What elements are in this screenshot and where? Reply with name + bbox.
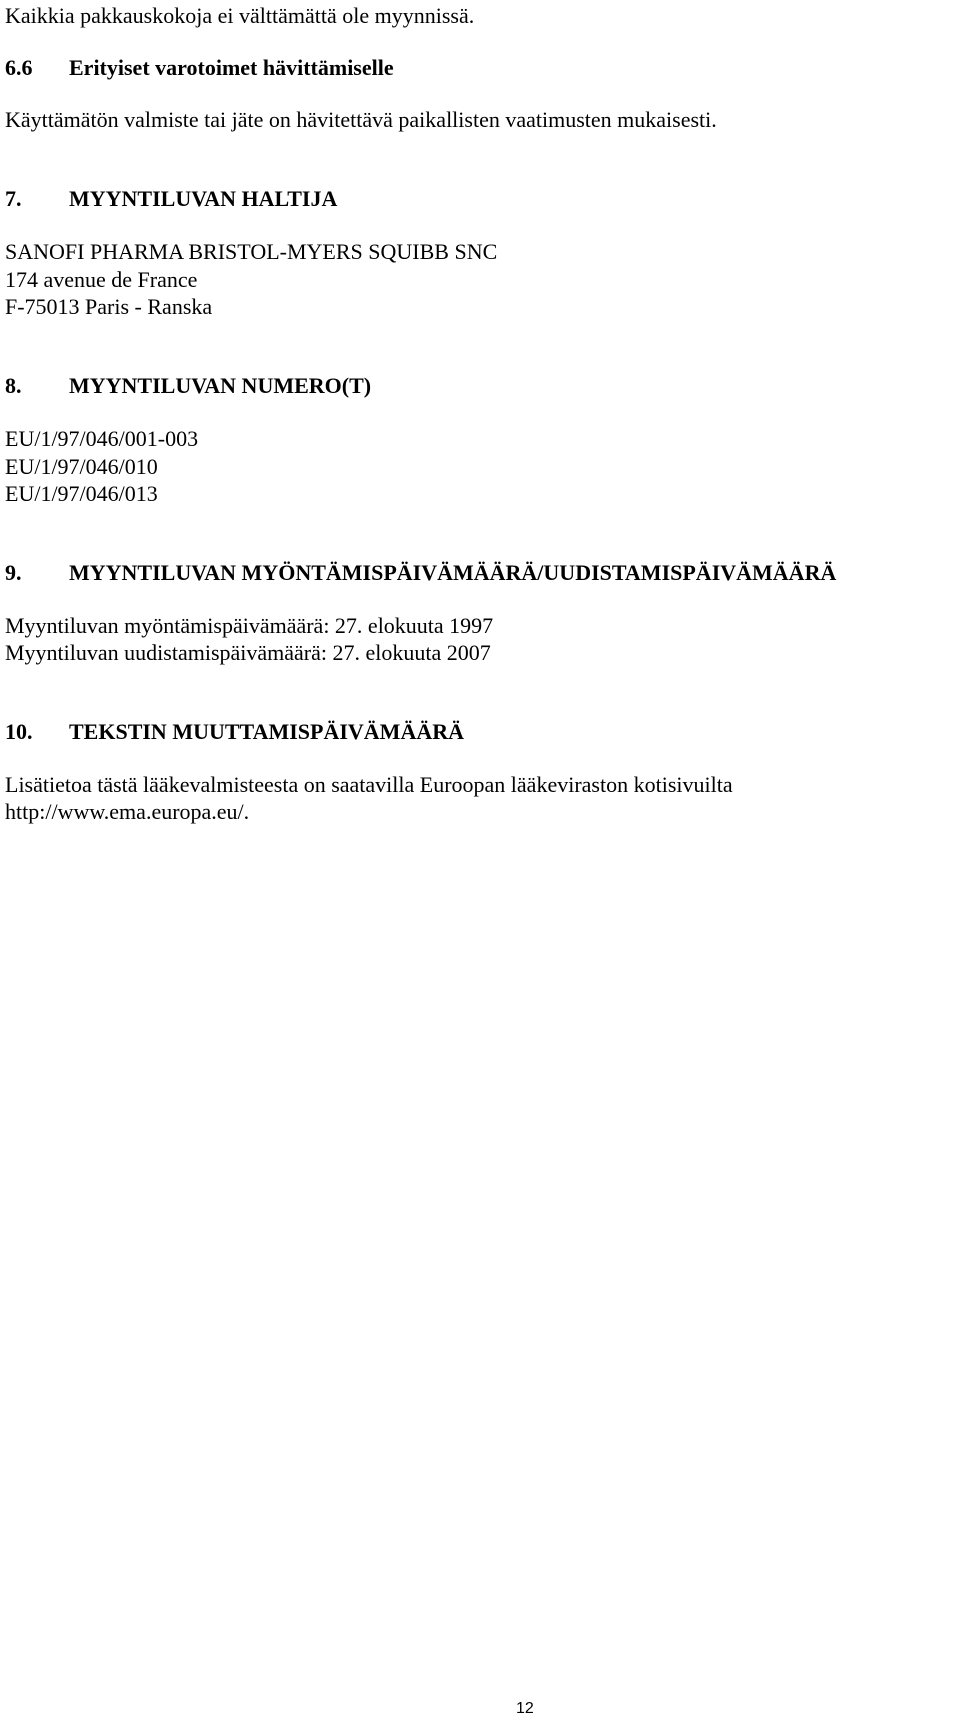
renewal-date: Myyntiluvan uudistamispäivämäärä: 27. elokuuta 2007 xyxy=(5,640,491,665)
section-title: MYYNTILUVAN MYÖNTÄMISPÄIVÄMÄÄRÄ/UUDISTAMISPÄIVÄMÄÄRÄ xyxy=(69,560,837,585)
section-number: 9. xyxy=(5,560,22,585)
section-heading-6-6 xyxy=(5,54,394,82)
section-heading-9 xyxy=(5,559,836,587)
authorisation-number: EU/1/97/046/010 xyxy=(5,454,158,479)
section-number: 10. xyxy=(5,719,33,744)
more-info-text: Lisätietoa tästä lääkevalmisteesta on saatavilla Euroopan lääkeviraston kotisivuilta xyxy=(5,772,733,797)
section-number: 6.6 xyxy=(5,55,33,80)
section-title: MYYNTILUVAN HALTIJA xyxy=(69,186,338,211)
disposal-text: Käyttämätön valmiste tai jäte on hävitettävä paikallisten vaatimusten mukaisesti. xyxy=(5,107,717,132)
holder-city: F-75013 Paris - Ranska xyxy=(5,294,213,319)
first-authorisation-date: Myyntiluvan myöntämispäivämäärä: 27. elokuuta 1997 xyxy=(5,613,494,638)
pack-size-note: Kaikkia pakkauskokoja ei välttämättä ole myynnissä. xyxy=(5,3,475,28)
ema-website-link[interactable]: http://www.ema.europa.eu/. xyxy=(5,799,250,824)
section-heading-7 xyxy=(5,185,337,213)
page-number: 12 xyxy=(516,1700,534,1717)
holder-name: SANOFI PHARMA BRISTOL-MYERS SQUIBB SNC xyxy=(5,239,498,264)
holder-street: 174 avenue de France xyxy=(5,267,198,292)
section-number: 7. xyxy=(5,186,22,211)
section-heading-8 xyxy=(5,372,371,400)
section-title: Erityiset varotoimet hävittämiselle xyxy=(69,55,394,80)
section-number: 8. xyxy=(5,373,22,398)
authorisation-number: EU/1/97/046/001-003 xyxy=(5,426,199,451)
section-title: MYYNTILUVAN NUMERO(T) xyxy=(69,373,372,398)
authorisation-number: EU/1/97/046/013 xyxy=(5,481,158,506)
section-title: TEKSTIN MUUTTAMISPÄIVÄMÄÄRÄ xyxy=(69,719,465,744)
section-heading-10 xyxy=(5,718,464,746)
